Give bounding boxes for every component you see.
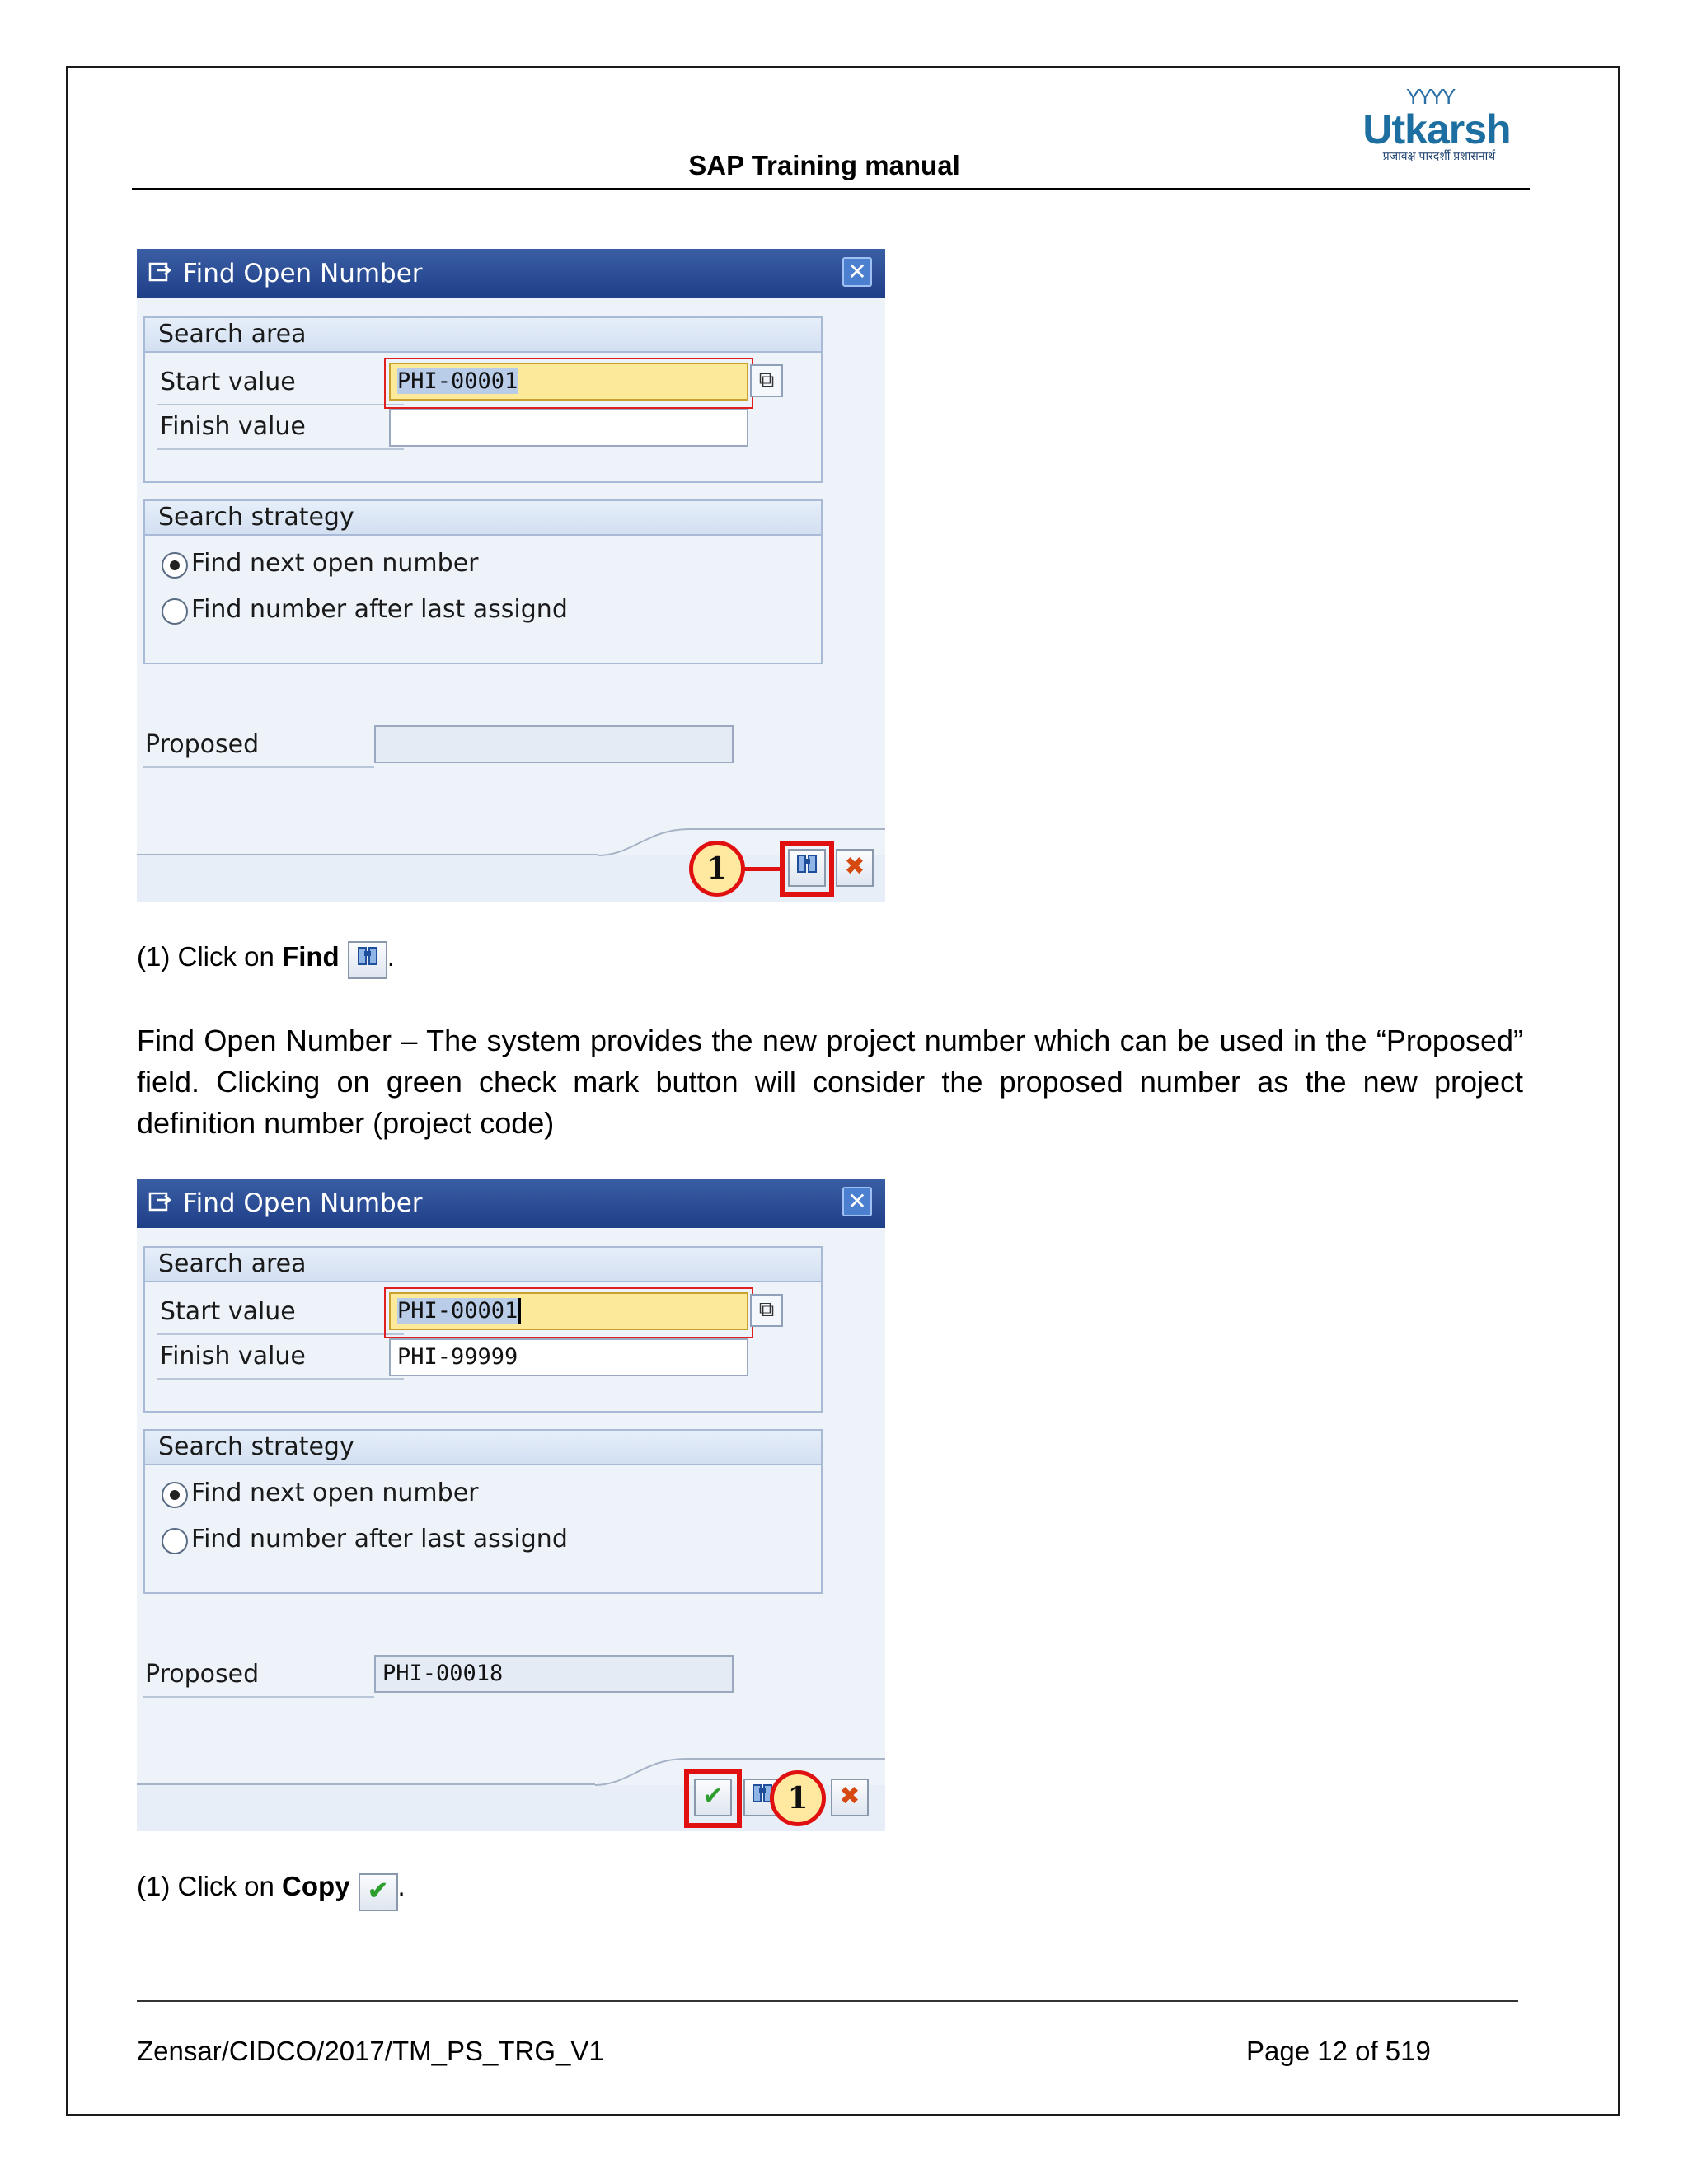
window-icon xyxy=(148,1190,171,1213)
finish-value-label: Finish value xyxy=(160,412,306,441)
option-find-after-label: Find number after last assignd xyxy=(191,595,568,624)
footer-divider xyxy=(137,854,598,855)
option-find-after-label: Find number after last assignd xyxy=(191,1525,568,1554)
logo-tagline: प्रजावक्ष पारदर्शी प्रशासनार्थ xyxy=(1382,149,1496,162)
radio-find-after-last[interactable] xyxy=(162,1528,188,1554)
find-open-number-dialog-2 xyxy=(137,1179,885,1831)
close-icon[interactable]: ✕ xyxy=(842,257,872,287)
page-header-title: SAP Training manual xyxy=(688,150,960,180)
callout-badge: 1 xyxy=(770,1770,826,1826)
footer-divider xyxy=(137,1783,595,1785)
option-find-next-label: Find next open number xyxy=(191,1479,479,1507)
copy-highlight-box xyxy=(684,1769,742,1828)
start-value-label: Start value xyxy=(160,1297,296,1326)
find-binoculars-icon xyxy=(348,941,387,979)
start-value-input[interactable]: PHI-00001 xyxy=(389,1292,748,1330)
option-find-next-label: Find next open number xyxy=(191,549,479,578)
dialog-title-bar xyxy=(137,1179,885,1228)
step-2-instruction: (1) Click on Copy ✔ . xyxy=(137,1871,406,1911)
label-underline xyxy=(157,1378,404,1380)
logo-text: Utkarsh xyxy=(1362,106,1511,152)
label-underline xyxy=(157,1333,404,1335)
search-strategy-group xyxy=(143,1429,823,1594)
page-number: Page 12 of 519 xyxy=(1246,2036,1431,2066)
start-value-input[interactable]: PHI-00001 xyxy=(389,363,748,401)
dialog-footer xyxy=(137,855,885,902)
search-area-heading: Search area xyxy=(145,1248,821,1282)
window-icon xyxy=(148,260,171,284)
search-strategy-group xyxy=(143,499,823,664)
finish-value-input[interactable] xyxy=(389,409,748,447)
radio-find-next[interactable] xyxy=(162,552,188,579)
search-strategy-heading: Search strategy xyxy=(145,501,821,536)
header-rule xyxy=(132,188,1530,190)
label-underline xyxy=(143,1696,374,1698)
document-id: Zensar/CIDCO/2017/TM_PS_TRG_V1 xyxy=(137,2036,604,2066)
copy-checkmark-icon[interactable]: ✔ xyxy=(694,1779,732,1816)
dialog-title: Find Open Number xyxy=(183,259,423,288)
label-underline xyxy=(157,404,404,405)
find-highlight-box xyxy=(780,841,834,897)
callout-connector xyxy=(743,867,781,871)
label-underline xyxy=(143,766,374,768)
dialog-title: Find Open Number xyxy=(183,1188,423,1218)
callout-badge: 1 xyxy=(689,841,745,897)
step-1-instruction: (1) Click on Find . xyxy=(137,941,395,979)
cancel-icon[interactable]: ✖ xyxy=(831,1779,869,1816)
label-underline xyxy=(157,448,404,450)
proposed-field: PHI-00018 xyxy=(374,1655,734,1693)
proposed-field xyxy=(374,725,734,763)
find-open-number-dialog-1 xyxy=(137,249,885,902)
radio-find-next[interactable] xyxy=(162,1482,188,1508)
proposed-label: Proposed xyxy=(145,1660,260,1689)
dialog-title-bar xyxy=(137,249,885,298)
cancel-icon[interactable]: ✖ xyxy=(836,849,874,887)
close-icon[interactable]: ✕ xyxy=(842,1187,872,1216)
value-help-icon[interactable]: ⧉ xyxy=(750,1294,783,1327)
value-help-icon[interactable]: ⧉ xyxy=(750,364,783,397)
footer-rule xyxy=(137,2000,1518,2002)
people-icon: ΥΥΥΥ xyxy=(1406,84,1454,109)
search-area-heading: Search area xyxy=(145,318,821,353)
utkarsh-logo xyxy=(1358,82,1531,165)
description-paragraph: Find Open Number – The system provides the new project number which can be used in the “Proposed” field. Clicking on green check mark button will consider the proposed number as the new project definition number (project code) xyxy=(137,1024,1523,1140)
finish-value-label: Finish value xyxy=(160,1342,306,1371)
finish-value-input[interactable]: PHI-99999 xyxy=(389,1338,748,1376)
search-strategy-heading: Search strategy xyxy=(145,1431,821,1465)
copy-checkmark-icon: ✔ xyxy=(359,1873,398,1911)
start-value-label: Start value xyxy=(160,368,296,396)
radio-find-after-last[interactable] xyxy=(162,598,188,625)
proposed-label: Proposed xyxy=(145,730,260,759)
